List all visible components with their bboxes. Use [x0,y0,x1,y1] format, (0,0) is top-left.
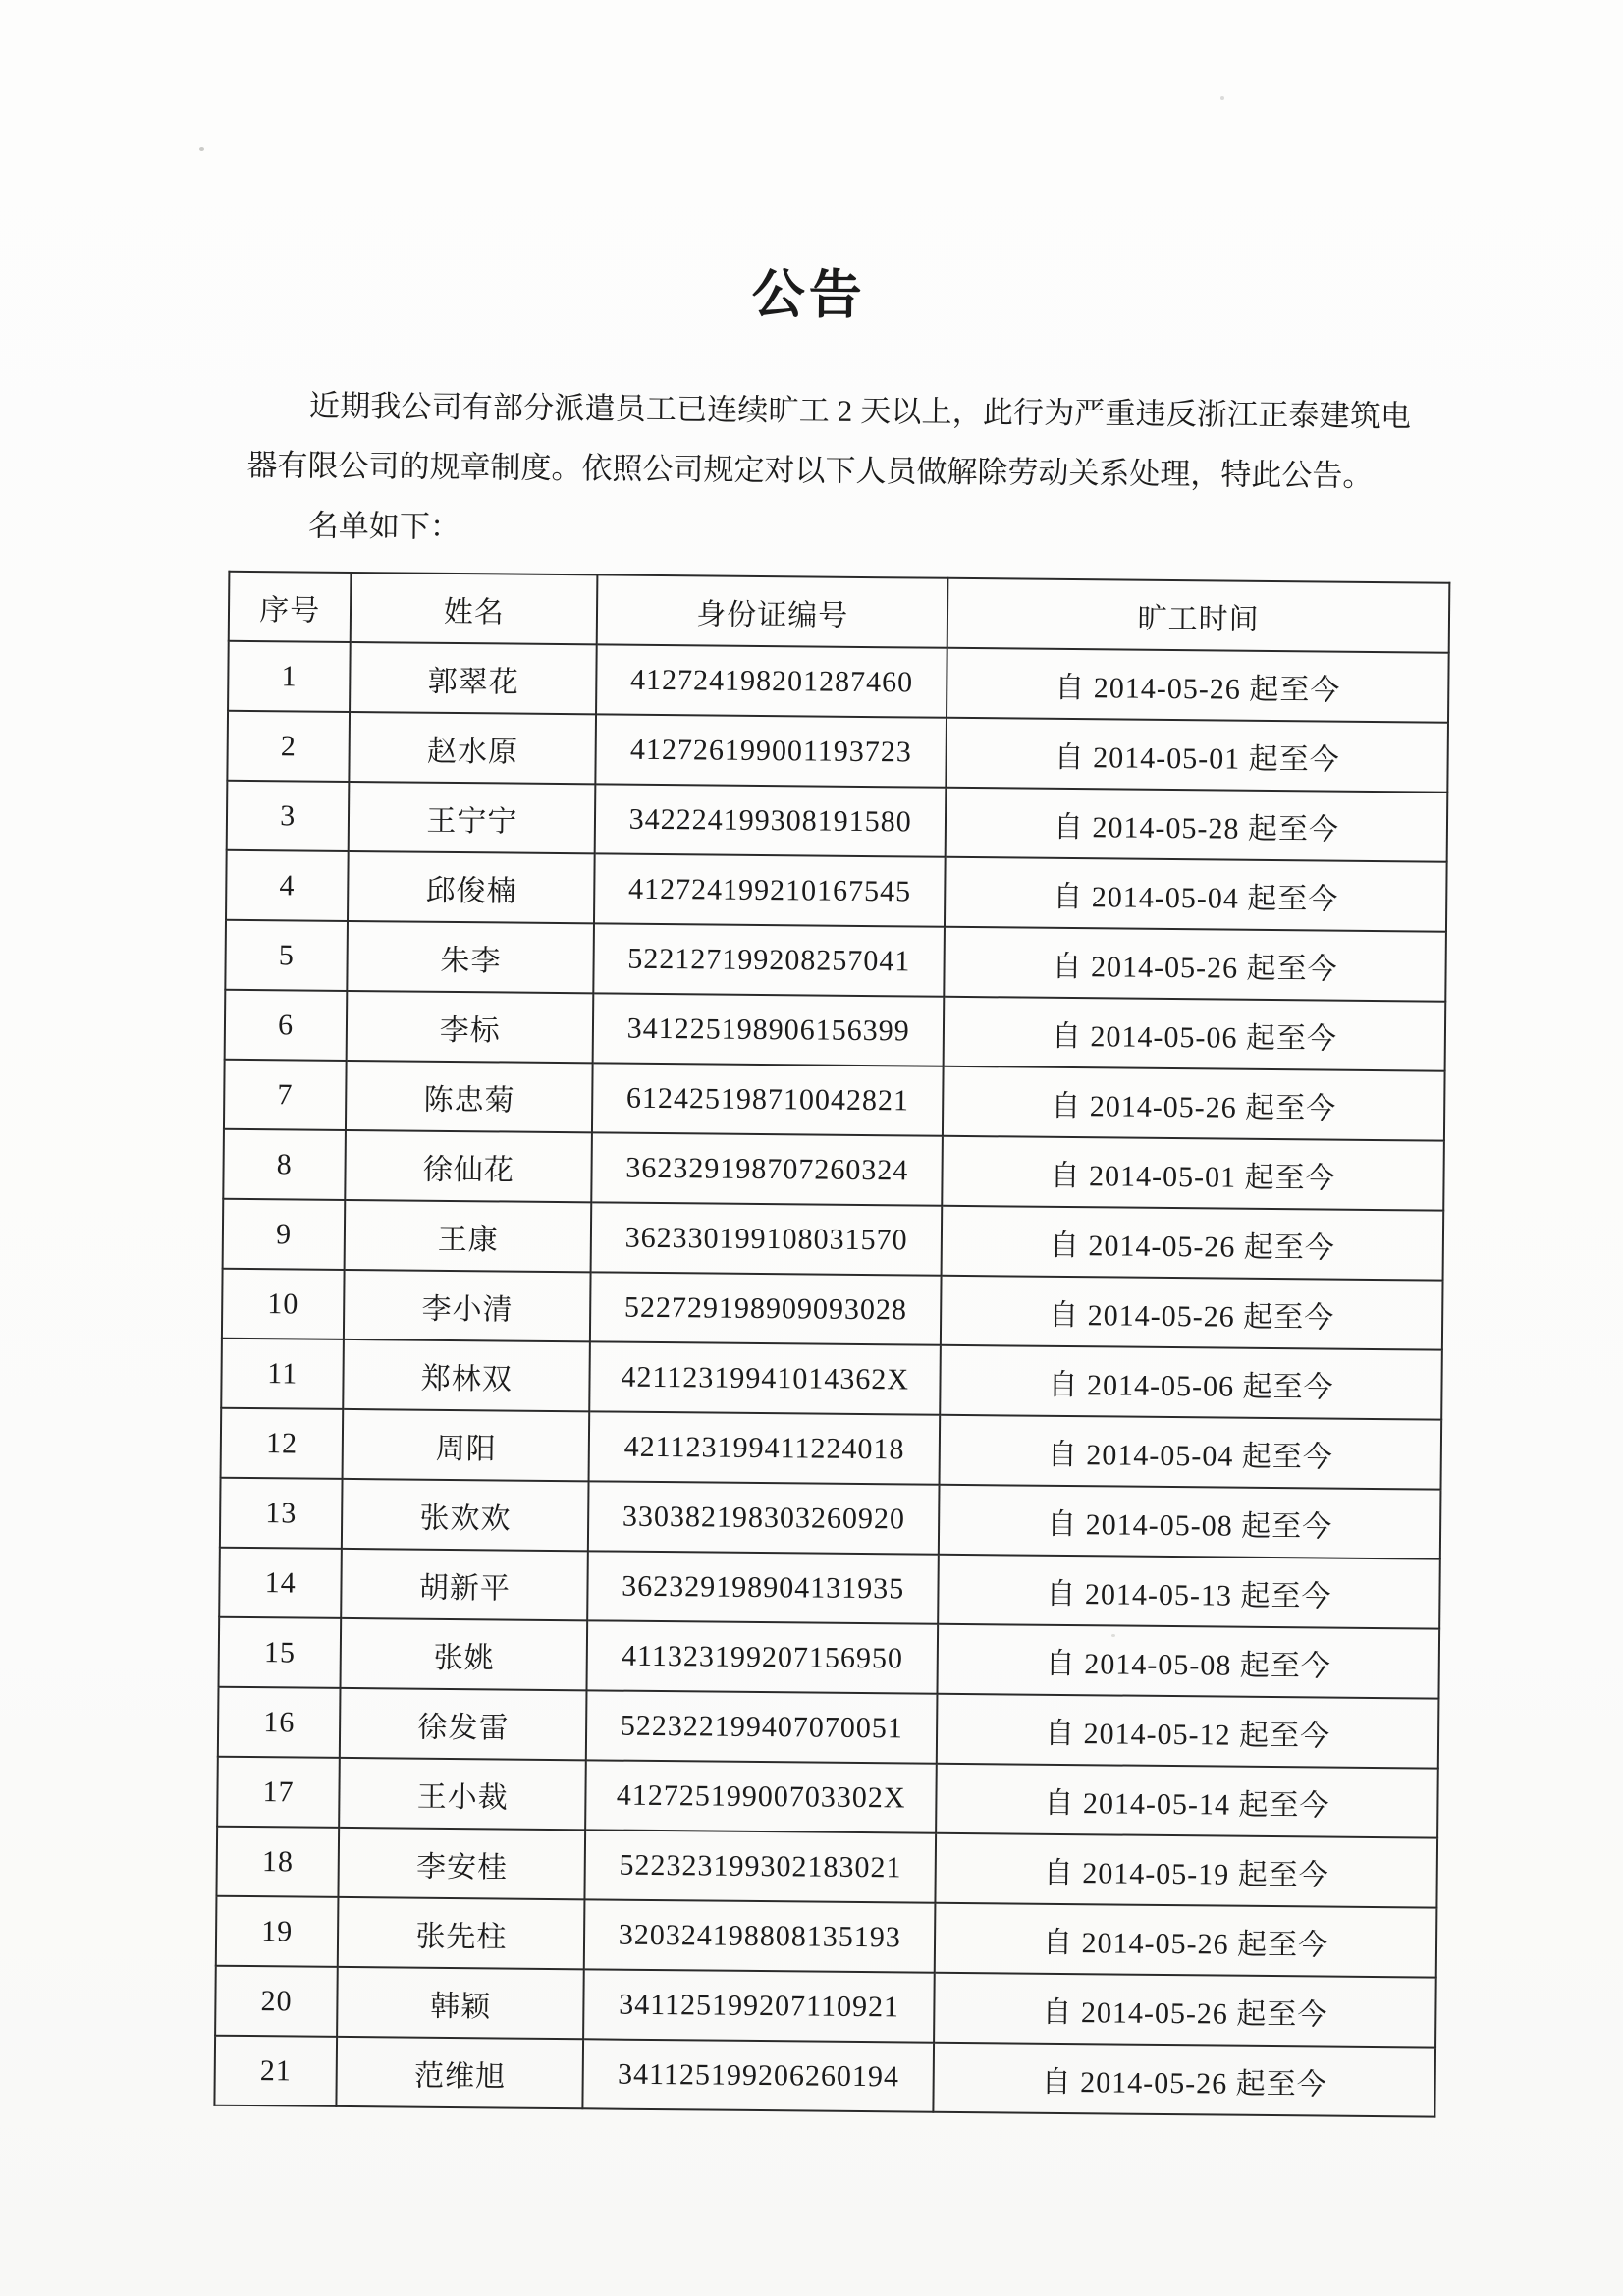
id-number-cell: 522322199407070051 [586,1690,937,1763]
table-row [219,1548,1440,1629]
row-index-cell: 9 [223,1199,346,1270]
row-index-cell: 14 [219,1548,342,1618]
scan-artifact [1111,1634,1115,1637]
row-index-cell: 21 [214,2036,337,2106]
absence-period-cell: 自 2014-05-04 起至今 [945,857,1447,932]
employee-name-cell: 王小裁 [339,1758,586,1830]
id-number-cell: 362329198904131935 [588,1551,939,1623]
table-row [214,2036,1435,2117]
row-index-cell: 10 [222,1269,345,1339]
col-header-index: 序号 [229,572,352,642]
employee-name-cell: 徐发雷 [340,1688,587,1760]
list-intro: 名单如下： [307,508,461,545]
absence-period-cell: 自 2014-05-06 起至今 [944,997,1446,1071]
employee-name-cell: 王宁宁 [349,782,596,853]
table-header-row [229,572,1450,653]
notice-body-paragraph: 近期我公司有部分派遣员工已连续旷工 2 天以上，此行为严重违反浙江正泰建筑电器有限公司的规章制度。依照公司规定对以下人员做解除劳动关系处理，特此公告。 [246,388,1412,493]
absence-period-cell: 自 2014-05-08 起至今 [938,1624,1440,1699]
absence-period-cell: 自 2014-05-19 起至今 [936,1833,1438,1908]
row-index-cell: 16 [218,1687,341,1758]
id-number-cell: 522729198909093028 [590,1272,941,1344]
id-number-cell: 341125199207110921 [583,1969,934,2042]
absence-period-cell: 自 2014-05-26 起至今 [943,1066,1445,1141]
employee-name-cell: 李标 [347,991,594,1063]
id-number-cell: 522127199208257041 [594,923,945,996]
id-number-cell: 330382198303260920 [588,1481,939,1554]
absence-period-cell: 自 2014-05-04 起至今 [940,1415,1442,1490]
absence-period-cell: 自 2014-05-14 起至今 [936,1764,1438,1838]
absence-period-cell: 自 2014-05-12 起至今 [937,1694,1439,1769]
employee-name-cell: 邱俊楠 [348,851,595,923]
id-number-cell: 362330199108031570 [591,1202,942,1275]
id-number-cell: 342224199308191580 [595,784,946,856]
col-header-name: 姓名 [351,573,598,644]
employee-name-cell: 韩颖 [337,1967,584,2039]
id-number-cell: 421123199411224018 [589,1411,940,1484]
table-row [218,1687,1439,1769]
row-index-cell: 12 [221,1408,344,1479]
employee-name-cell: 胡新平 [341,1549,588,1620]
absence-period-cell: 自 2014-05-26 起至今 [933,2043,1435,2117]
id-number-cell: 41272519900703302X [586,1760,937,1832]
table-row [223,1129,1444,1211]
absence-period-cell: 自 2014-05-26 起至今 [935,1903,1437,1978]
absence-period-cell: 自 2014-05-01 起至今 [942,1136,1444,1211]
absence-period-cell: 自 2014-05-26 起至今 [944,927,1446,1002]
id-number-cell: 341225198906156399 [593,993,944,1066]
scan-artifact [199,147,204,151]
employee-name-cell: 陈忠菊 [346,1061,593,1132]
table-row [219,1617,1440,1699]
absence-period-cell: 自 2014-05-26 起至今 [947,648,1449,723]
row-index-cell: 6 [225,990,348,1061]
id-number-cell: 412724198201287460 [596,644,947,717]
absence-period-cell: 自 2014-05-26 起至今 [942,1206,1444,1281]
table-row [216,1827,1437,1908]
absence-period-cell: 自 2014-05-08 起至今 [939,1485,1441,1559]
table-row [225,990,1446,1071]
row-index-cell: 4 [226,850,349,921]
employee-name-cell: 李小清 [344,1270,591,1341]
row-index-cell: 2 [227,711,350,782]
row-index-cell: 1 [228,641,351,712]
employee-name-cell: 郑林双 [344,1339,591,1411]
employee-name-cell: 周阳 [343,1409,590,1481]
id-number-cell: 362329198707260324 [592,1132,943,1205]
employee-name-cell: 朱李 [348,921,595,993]
employee-name-cell: 李安桂 [339,1828,586,1899]
row-index-cell: 15 [219,1617,342,1688]
row-index-cell: 20 [215,1966,338,2037]
absence-table [213,571,1450,2118]
absence-period-cell: 自 2014-05-26 起至今 [941,1276,1443,1350]
table-row [223,1199,1444,1281]
id-number-cell: 612425198710042821 [592,1063,943,1135]
id-number-cell: 341125199206260194 [583,2039,934,2111]
table-row [222,1269,1443,1350]
row-index-cell: 11 [221,1339,344,1409]
id-number-cell: 42112319941014362X [590,1341,941,1414]
id-number-cell: 412726199001193723 [596,714,947,787]
id-number-cell: 412724199210167545 [594,853,945,926]
employee-name-cell: 范维旭 [337,2037,584,2108]
col-header-id-number: 身份证编号 [597,574,947,647]
table-row [221,1339,1442,1420]
row-index-cell: 19 [216,1896,339,1967]
table-row [221,1408,1442,1490]
absence-period-cell: 自 2014-05-28 起至今 [946,788,1448,862]
employee-name-cell: 王康 [345,1200,592,1272]
employee-name-cell: 徐仙花 [346,1130,593,1202]
table-row [215,1966,1436,2048]
col-header-absence-period: 旷工时间 [947,578,1450,653]
notice-title: 公告 [751,264,866,325]
absence-period-cell: 自 2014-05-13 起至今 [938,1555,1440,1629]
row-index-cell: 3 [227,781,350,851]
absence-period-cell: 自 2014-05-06 起至今 [940,1345,1442,1420]
employee-name-cell: 赵水原 [350,712,597,784]
scan-artifact [1220,96,1224,100]
table-row [220,1478,1441,1559]
id-number-cell: 411323199207156950 [587,1620,938,1693]
table-row [227,711,1448,793]
employee-name-cell: 张先柱 [338,1897,585,1969]
table-row [226,850,1447,932]
id-number-cell: 522323199302183021 [585,1830,936,1902]
row-index-cell: 7 [224,1060,347,1130]
absence-period-cell: 自 2014-05-01 起至今 [946,718,1448,793]
table-row [227,781,1448,862]
employee-name-cell: 张姚 [341,1618,588,1690]
row-index-cell: 13 [220,1478,343,1549]
row-index-cell: 5 [225,920,348,991]
id-number-cell: 320324198808135193 [584,1899,935,1972]
absence-period-cell: 自 2014-05-26 起至今 [934,1973,1436,2048]
table-row [224,1060,1445,1141]
table-row [216,1896,1437,1978]
row-index-cell: 18 [216,1827,339,1897]
row-index-cell: 17 [217,1757,340,1828]
table-row [228,641,1449,723]
table-row [217,1757,1438,1838]
employee-name-cell: 张欢欢 [342,1479,589,1551]
employee-name-cell: 郭翠花 [350,642,597,714]
table-row [225,920,1446,1002]
row-index-cell: 8 [223,1129,346,1200]
